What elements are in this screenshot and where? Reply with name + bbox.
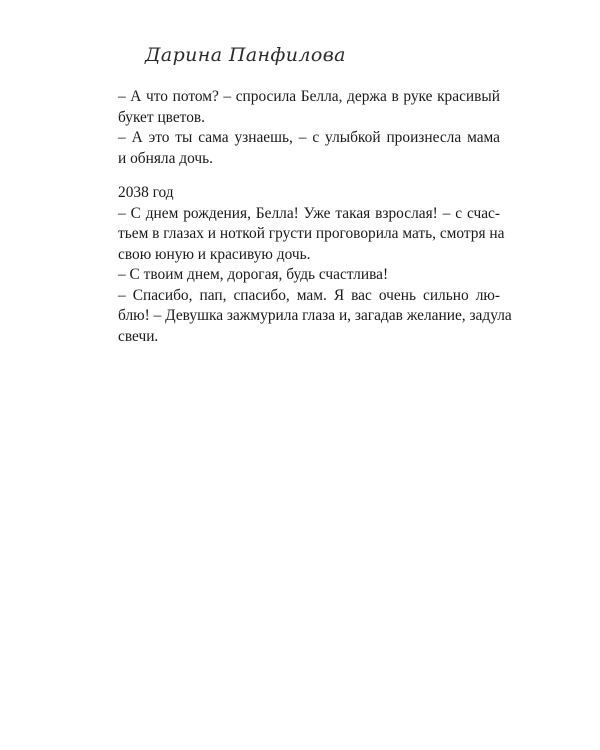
- text-line: и обняла дочь.: [118, 149, 214, 167]
- text-line: – С днем рождения, Белла! Уже такая взрослая! – с счас-: [118, 204, 500, 222]
- text-line: блю! – Девушка зажмурила глаза и, загадав желание, задула: [118, 307, 512, 324]
- text-line: – А это ты сама узнаешь, – с улыбкой произнесла мама: [118, 129, 500, 146]
- text-line: – Спасибо, пап, спасибо, мам. Я вас очень сильно лю-: [118, 286, 500, 304]
- text-line: свечи.: [118, 327, 159, 345]
- text-line: тьем в глазах и ноткой грусти проговорила мать, смотря на: [118, 225, 505, 242]
- text-line: свою юную и красивую дочь.: [118, 245, 311, 263]
- running-header-author: Дарина Панфилова: [145, 44, 346, 66]
- text-line: – С твоим днем, дорогая, будь счастлива!: [118, 266, 389, 283]
- text-line: – А что потом? – спросила Белла, держа в руке красивый: [118, 88, 500, 105]
- section-year-heading: 2038 год: [118, 184, 174, 201]
- text-block-dialogue-1: [118, 87, 500, 169]
- text-block-dialogue-2: [118, 183, 512, 347]
- text-line: букет цветов.: [118, 108, 206, 126]
